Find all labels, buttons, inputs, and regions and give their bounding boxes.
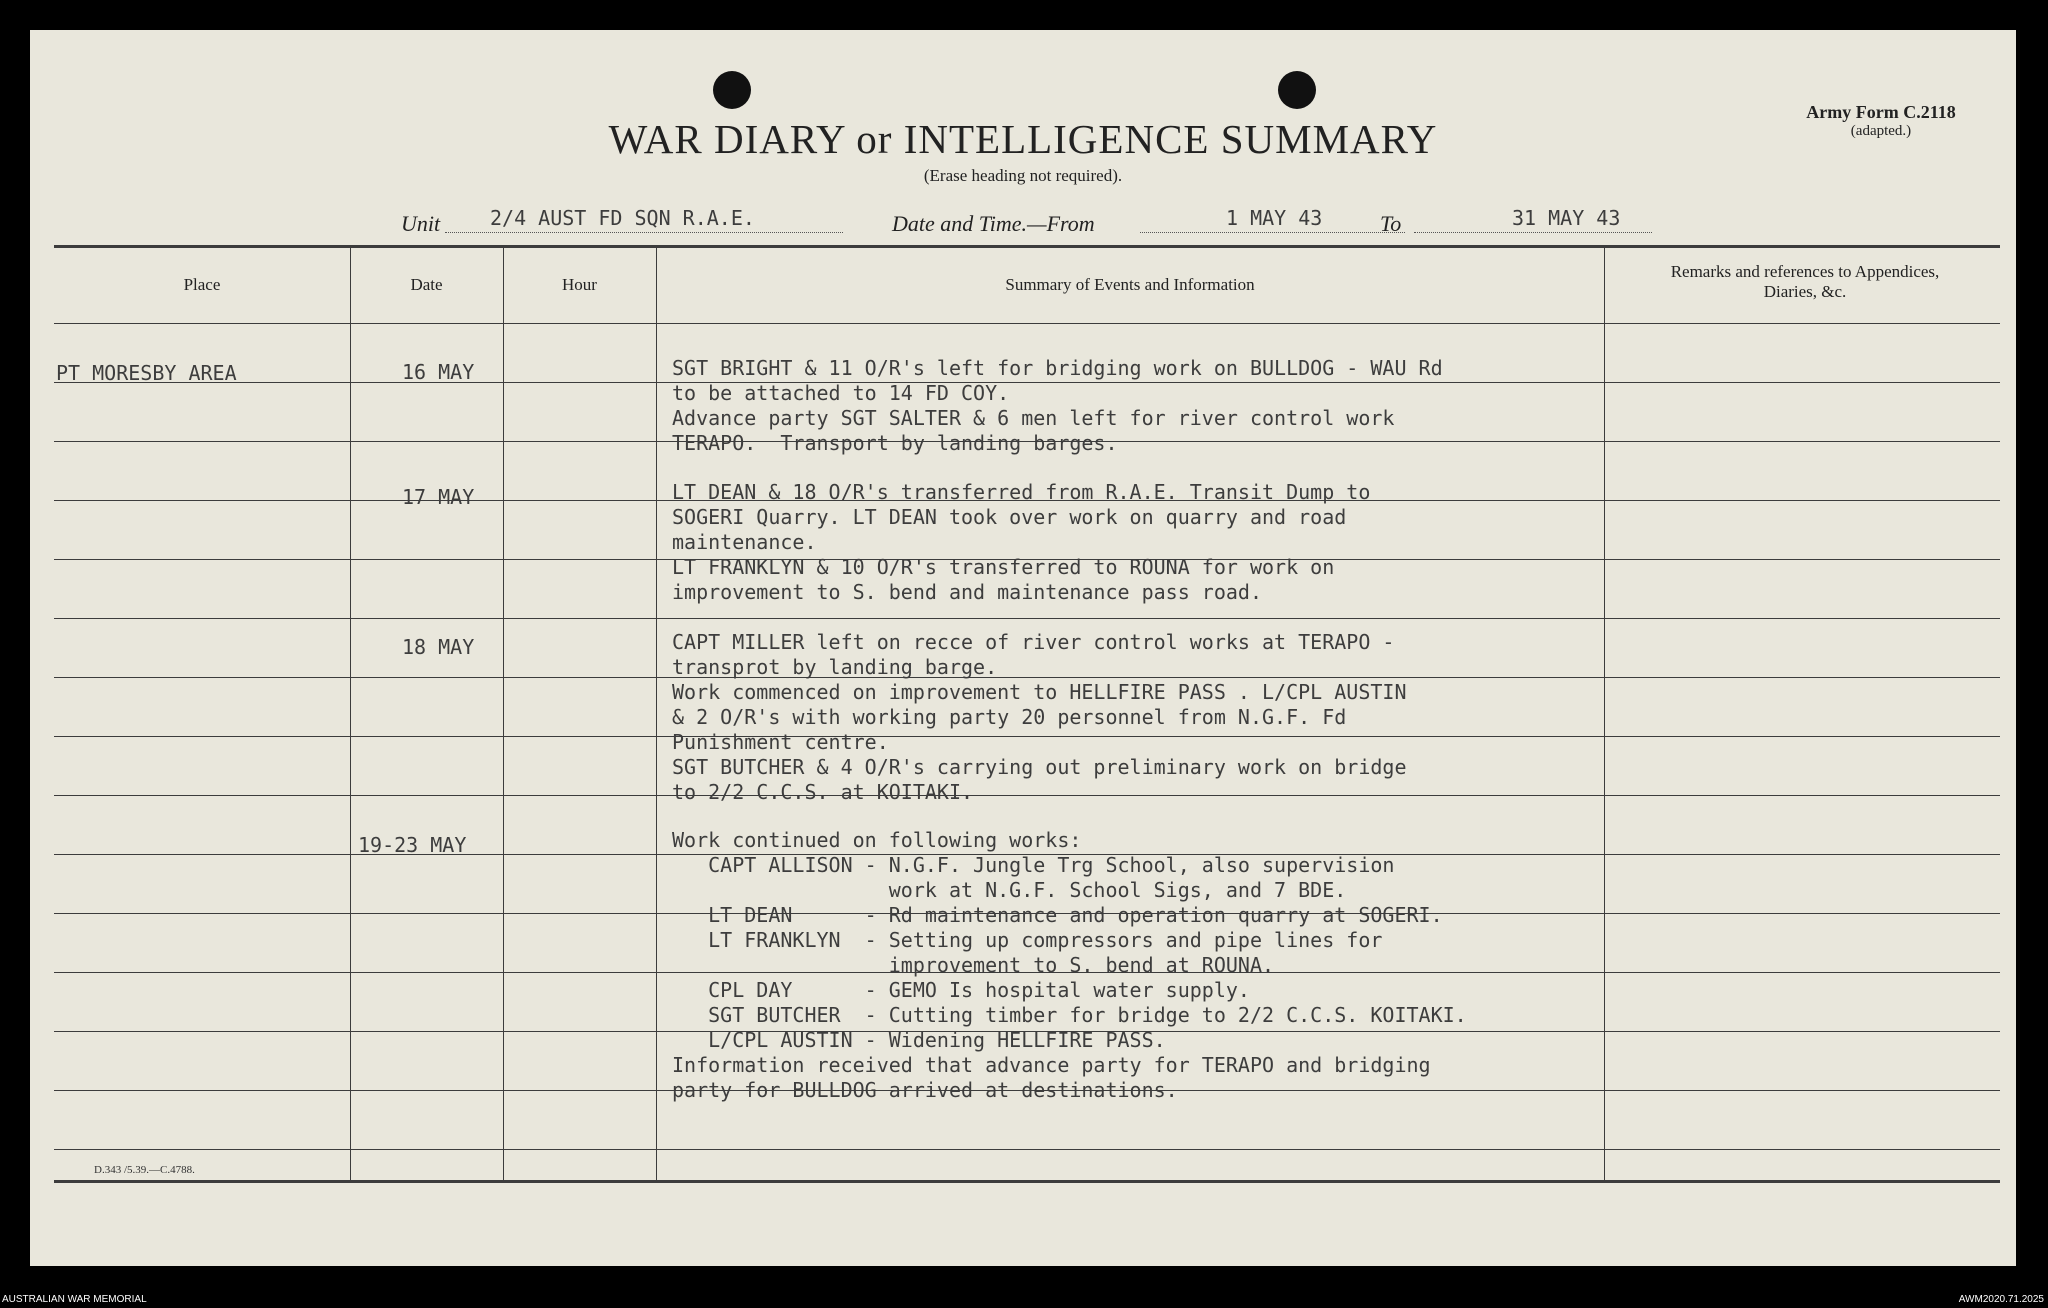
table-bottom-rule <box>54 1180 2000 1183</box>
to-label: To <box>1380 211 1402 236</box>
column-divider <box>656 248 657 1180</box>
summary-entry-19-23-may: Work continued on following works: CAPT ALLISON - N.G.F. Jungle Trg School, also supervision work at N.G.F. School Sigs, and 7 BDE. LT DEAN - Rd maintenance and operation quarry at SOGERI. LT FRANKLYN - Setting up compressors and pipe lines for improvement to S. bend at ROUNA. CPL DAY - GEMO Is hospital water supply. SGT BUTCHER - Cutting timber for bridge to 2/2 C.C.S. KOITAKI. L/CPL AUSTIN - Widening HELLFIRE PASS. Information received that advance party for TERAPO and bridging party for BULLDOG arrived at destinations. <box>672 828 1467 1102</box>
form-print-code: D.343 /5.39.—C.4788. <box>94 1164 195 1176</box>
army-form-adapted: (adapted.) <box>1850 123 1912 139</box>
column-header-summary: Summary of Events and Information <box>1005 275 1255 294</box>
column-header-place: Place <box>183 275 221 294</box>
archive-credit: AUSTRALIAN WAR MEMORIAL <box>2 1294 147 1305</box>
column-header-date: Date <box>410 275 443 294</box>
army-form-number: Army Form C.2118 <box>1806 102 1956 122</box>
summary-entry-16-may: SGT BRIGHT & 11 O/R's left for bridging work on BULLDOG - WAU Rd to be attached to 14 FD COY. Advance party SGT SALTER & 6 men left for river control work TERAPO. Transport by landing barges. <box>672 356 1443 455</box>
column-header-remarks: Remarks and references to Appendices, Diaries, &c. <box>1670 262 1940 301</box>
column-header-hour: Hour <box>562 275 597 294</box>
date-time-label: Date and Time.—From <box>892 211 1095 236</box>
unit-value: 2/4 AUST FD SQN R.A.E. <box>490 206 755 230</box>
to-value: 31 MAY 43 <box>1512 206 1621 230</box>
date-entry-19-23-may: 19-23 MAY <box>358 833 467 857</box>
row-line <box>54 323 2000 324</box>
diary-sheet <box>30 30 2016 1266</box>
column-divider <box>503 248 504 1180</box>
summary-entry-17-may: LT DEAN & 18 O/R's transferred from R.A.E. Transit Dump to SOGERI Quarry. LT DEAN took over work on quarry and road maintenance. LT FRANKLYN & 10 O/R's transferred to ROUNA for work on improvement to S. bend and maintenance pass road. <box>672 480 1371 604</box>
form-title: WAR DIARY or INTELLIGENCE SUMMARY <box>608 116 1438 162</box>
date-entry-16-may: 16 MAY <box>402 360 475 384</box>
place-entry: PT MORESBY AREA <box>56 361 237 385</box>
summary-entry-18-may: CAPT MILLER left on recce of river control works at TERAPO - transprot by landing barge. Work commenced on improvement to HELLFIRE PASS . L/CPL AUSTIN & 2 O/R's with working party 20 personnel from N.G.F. Fd Punishment centre. SGT BUTCHER & 4 O/R's carrying out preliminary work on bridge to 2/2 C.C.S. at KOITAKI. <box>672 630 1407 804</box>
form-subtitle: (Erase heading not required). <box>923 166 1123 185</box>
table-top-rule <box>54 245 2000 248</box>
archive-accession-number: AWM2020.71.2025 <box>1958 1294 2044 1305</box>
column-divider <box>350 248 351 1180</box>
from-value: 1 MAY 43 <box>1226 206 1323 230</box>
date-entry-17-may: 17 MAY <box>402 485 475 509</box>
unit-label: Unit <box>401 211 441 236</box>
row-line <box>54 1149 2000 1150</box>
date-entry-18-may: 18 MAY <box>402 635 475 659</box>
column-divider <box>1604 248 1605 1180</box>
row-line <box>54 618 2000 619</box>
